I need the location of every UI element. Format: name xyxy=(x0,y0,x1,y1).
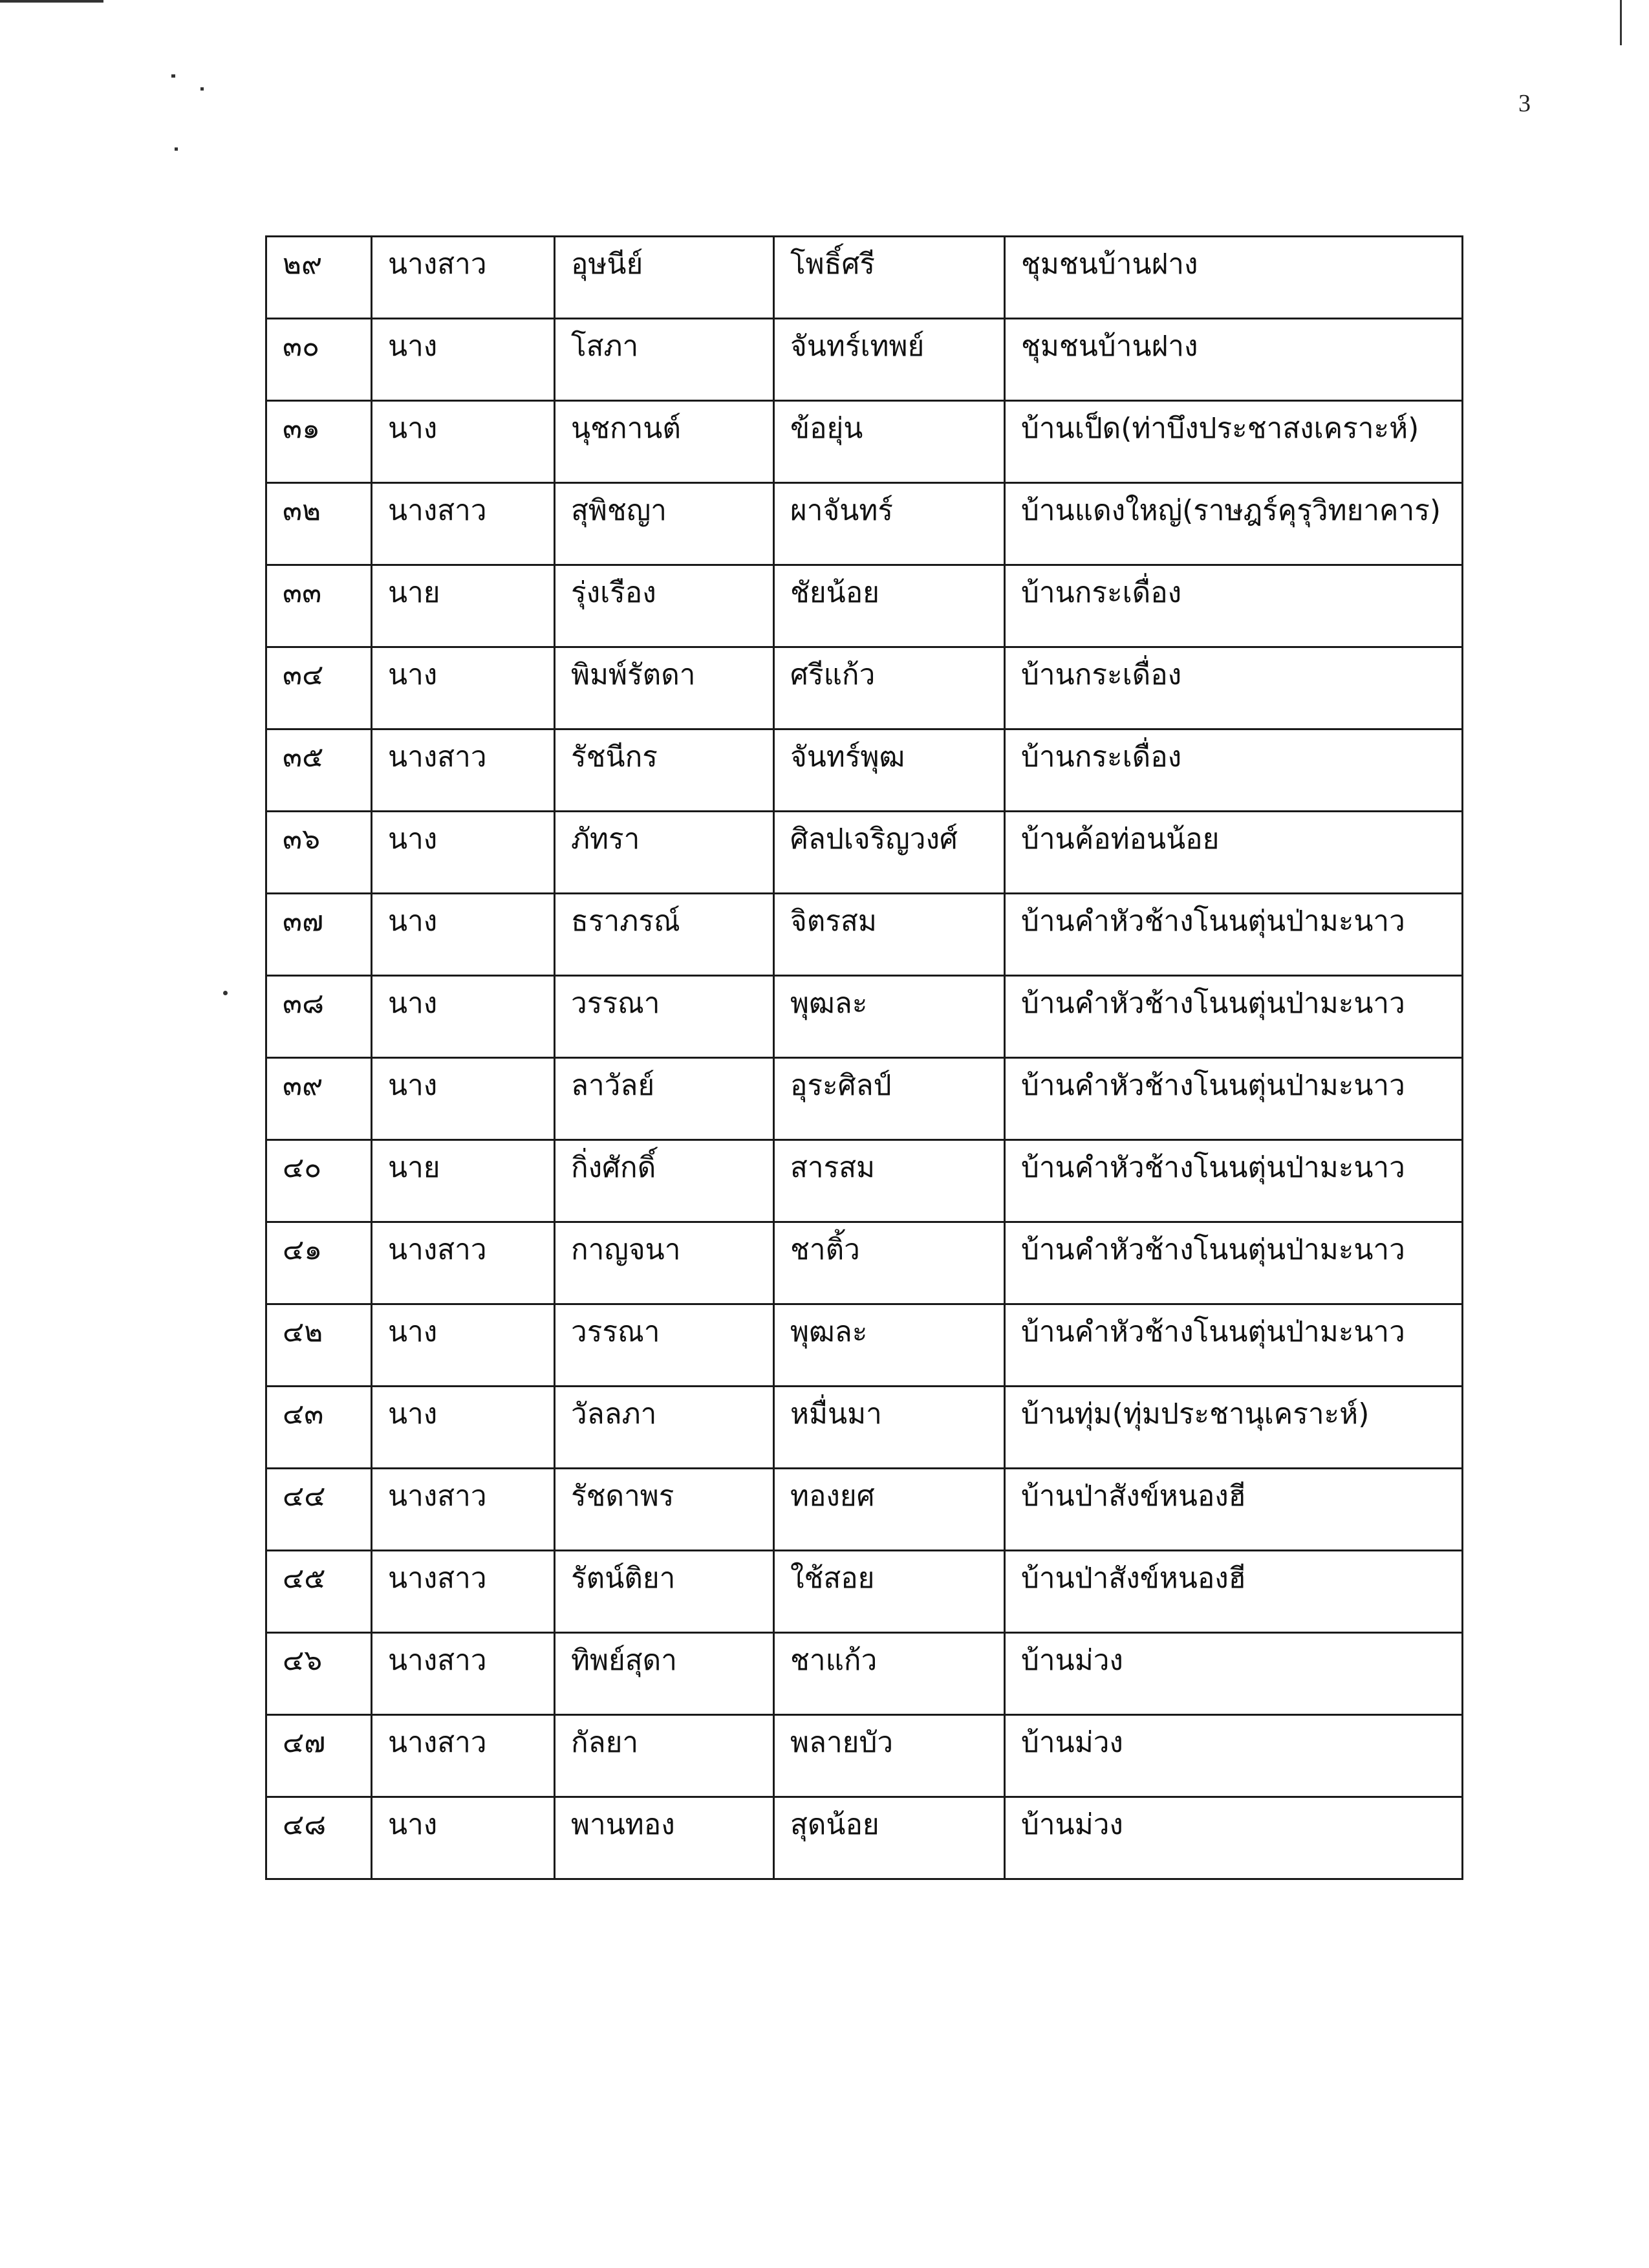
row-number-cell xyxy=(266,1058,372,1140)
name-prefix-text: นางสาว xyxy=(388,740,487,773)
name-prefix-text: นาง xyxy=(388,330,438,363)
last-name-cell xyxy=(774,1058,1005,1140)
school-text: บ้านคำหัวช้างโนนตุ่นป่ามะนาว xyxy=(1021,905,1405,938)
school-cell xyxy=(1005,1222,1463,1304)
first-name-text: ลาวัลย์ xyxy=(571,1069,655,1102)
school-cell xyxy=(1005,1797,1463,1879)
row-number-cell xyxy=(266,1304,372,1387)
row-number-text: ๓๓ xyxy=(283,576,322,609)
school-text: บ้านคำหัวช้างโนนตุ่นป่ามะนาว xyxy=(1021,1233,1405,1266)
table-row xyxy=(266,1387,1463,1469)
last-name-cell xyxy=(774,729,1005,812)
last-name-text: จันทร์พุฒ xyxy=(790,740,905,773)
first-name-cell xyxy=(555,1140,774,1222)
row-number-cell xyxy=(266,319,372,401)
school-text: บ้านคำหัวช้างโนนตุ่นป่ามะนาว xyxy=(1021,987,1405,1020)
school-text: บ้านกระเดื่อง xyxy=(1021,658,1182,691)
school-text: บ้านม่วง xyxy=(1021,1808,1123,1841)
name-prefix-cell xyxy=(372,1058,555,1140)
name-prefix-cell xyxy=(372,1633,555,1715)
name-prefix-cell xyxy=(372,1797,555,1879)
first-name-cell xyxy=(555,1715,774,1797)
first-name-text: นุชกานต์ xyxy=(571,412,681,445)
first-name-cell xyxy=(555,1304,774,1387)
table-row xyxy=(266,1469,1463,1551)
row-number-cell xyxy=(266,647,372,729)
row-number-text: ๔๕ xyxy=(283,1562,326,1595)
row-number-text: ๔๓ xyxy=(283,1398,324,1431)
school-cell xyxy=(1005,1633,1463,1715)
school-text: บ้านเป็ด(ท่าบึงประชาสงเคราะห์) xyxy=(1021,412,1419,445)
first-name-cell xyxy=(555,894,774,976)
last-name-cell xyxy=(774,894,1005,976)
school-cell xyxy=(1005,1469,1463,1551)
school-text: บ้านค้อท่อนน้อย xyxy=(1021,823,1220,856)
last-name-cell xyxy=(774,812,1005,894)
table-row xyxy=(266,1140,1463,1222)
row-number-text: ๓๐ xyxy=(283,330,319,363)
last-name-text: ใช้สอย xyxy=(790,1562,875,1595)
row-number-text: ๔๗ xyxy=(283,1726,326,1759)
last-name-cell xyxy=(774,237,1005,319)
first-name-text: พิมพ์รัตดา xyxy=(571,658,696,691)
row-number-cell xyxy=(266,1469,372,1551)
last-name-text: ชาติ้ว xyxy=(790,1233,860,1266)
row-number-text: ๔๒ xyxy=(283,1315,323,1348)
first-name-cell xyxy=(555,647,774,729)
row-number-text: ๔๖ xyxy=(283,1644,323,1677)
last-name-text: ชัยน้อย xyxy=(790,576,879,609)
school-cell xyxy=(1005,647,1463,729)
school-cell xyxy=(1005,1304,1463,1387)
row-number-cell xyxy=(266,812,372,894)
participant-table xyxy=(265,235,1463,1880)
school-cell xyxy=(1005,401,1463,483)
row-number-text: ๔๔ xyxy=(283,1480,326,1513)
name-prefix-text: นางสาว xyxy=(388,1480,487,1513)
school-cell xyxy=(1005,565,1463,647)
last-name-text: จันทร์เทพย์ xyxy=(790,330,925,363)
table-row xyxy=(266,812,1463,894)
page-number: 3 xyxy=(1518,90,1531,117)
last-name-text: สารสม xyxy=(790,1151,876,1184)
last-name-text: ข้อยุ่น xyxy=(790,412,863,445)
row-number-cell xyxy=(266,483,372,565)
row-number-text: ๓๕ xyxy=(283,740,324,773)
table-row xyxy=(266,894,1463,976)
table-row xyxy=(266,237,1463,319)
first-name-cell xyxy=(555,1797,774,1879)
first-name-cell xyxy=(555,812,774,894)
name-prefix-text: นาง xyxy=(388,905,438,938)
first-name-text: วรรณา xyxy=(571,1315,660,1348)
school-text: บ้านกระเดื่อง xyxy=(1021,740,1182,773)
row-number-cell xyxy=(266,1222,372,1304)
last-name-text: อุระศิลป์ xyxy=(790,1069,892,1102)
last-name-text: ศิลปเจริญวงศ์ xyxy=(790,823,958,856)
last-name-cell xyxy=(774,647,1005,729)
row-number-cell xyxy=(266,729,372,812)
table-row xyxy=(266,401,1463,483)
school-cell xyxy=(1005,1715,1463,1797)
row-number-text: ๒๙ xyxy=(283,248,323,281)
name-prefix-text: นาง xyxy=(388,1315,438,1348)
name-prefix-cell xyxy=(372,976,555,1058)
row-number-text: ๓๑ xyxy=(283,412,321,445)
table-row xyxy=(266,647,1463,729)
table-row xyxy=(266,483,1463,565)
school-cell xyxy=(1005,1058,1463,1140)
first-name-text: ภัทรา xyxy=(571,823,640,856)
first-name-cell xyxy=(555,1633,774,1715)
row-number-text: ๓๒ xyxy=(283,494,321,527)
first-name-text: กิ่งศักดิ์ xyxy=(571,1151,656,1184)
name-prefix-text: นางสาว xyxy=(388,1233,487,1266)
first-name-text: โสภา xyxy=(571,330,639,363)
row-number-cell xyxy=(266,237,372,319)
table-row xyxy=(266,565,1463,647)
table-row xyxy=(266,319,1463,401)
name-prefix-cell xyxy=(372,1551,555,1633)
name-prefix-cell xyxy=(372,237,555,319)
table-row xyxy=(266,1304,1463,1387)
name-prefix-text: นางสาว xyxy=(388,1644,487,1677)
row-number-text: ๔๑ xyxy=(283,1233,323,1266)
first-name-text: รัชดาพร xyxy=(571,1480,674,1513)
name-prefix-cell xyxy=(372,812,555,894)
name-prefix-text: นาง xyxy=(388,1069,438,1102)
last-name-cell xyxy=(774,976,1005,1058)
first-name-text: พานทอง xyxy=(571,1808,675,1841)
first-name-text: กัลยา xyxy=(571,1726,639,1759)
last-name-text: โพธิ์ศรี xyxy=(790,248,876,281)
school-cell xyxy=(1005,237,1463,319)
name-prefix-text: นางสาว xyxy=(388,1726,487,1759)
first-name-cell xyxy=(555,1469,774,1551)
first-name-cell xyxy=(555,237,774,319)
name-prefix-cell xyxy=(372,565,555,647)
table-row xyxy=(266,1715,1463,1797)
row-number-cell xyxy=(266,1797,372,1879)
school-cell xyxy=(1005,729,1463,812)
school-text: บ้านม่วง xyxy=(1021,1644,1123,1677)
row-number-cell xyxy=(266,1551,372,1633)
first-name-cell xyxy=(555,1387,774,1469)
first-name-text: ธราภรณ์ xyxy=(571,905,680,938)
name-prefix-text: นางสาว xyxy=(388,494,487,527)
last-name-text: สุดน้อย xyxy=(790,1808,879,1841)
scan-speck xyxy=(171,74,175,78)
scan-speck xyxy=(223,991,228,995)
name-prefix-text: นาง xyxy=(388,658,438,691)
name-prefix-cell xyxy=(372,1304,555,1387)
name-prefix-text: นาง xyxy=(388,987,438,1020)
last-name-cell xyxy=(774,1715,1005,1797)
first-name-cell xyxy=(555,319,774,401)
name-prefix-cell xyxy=(372,319,555,401)
table-row xyxy=(266,729,1463,812)
first-name-text: วรรณา xyxy=(571,987,660,1020)
table-row xyxy=(266,1222,1463,1304)
name-prefix-cell xyxy=(372,1715,555,1797)
school-cell xyxy=(1005,812,1463,894)
school-cell xyxy=(1005,319,1463,401)
name-prefix-cell xyxy=(372,1387,555,1469)
school-text: บ้านป่าสังข์หนองฮี xyxy=(1021,1562,1246,1595)
first-name-cell xyxy=(555,1222,774,1304)
name-prefix-cell xyxy=(372,1222,555,1304)
last-name-text: ศรีแก้ว xyxy=(790,658,876,691)
name-prefix-text: นางสาว xyxy=(388,1562,487,1595)
table-row xyxy=(266,976,1463,1058)
last-name-text: พุฒละ xyxy=(790,987,868,1020)
school-text: บ้านแดงใหญ่(ราษฎร์คุรุวิทยาคาร) xyxy=(1021,494,1441,527)
last-name-text: ชาแก้ว xyxy=(790,1644,878,1677)
name-prefix-cell xyxy=(372,729,555,812)
name-prefix-text: นางสาว xyxy=(388,248,487,281)
scan-speck xyxy=(200,87,204,91)
row-number-text: ๓๙ xyxy=(283,1069,323,1102)
school-text: บ้านป่าสังข์หนองฮี xyxy=(1021,1480,1246,1513)
row-number-text: ๓๘ xyxy=(283,987,325,1020)
name-prefix-cell xyxy=(372,1140,555,1222)
row-number-cell xyxy=(266,1715,372,1797)
last-name-text: พลายบัว xyxy=(790,1726,894,1759)
last-name-text: หมื่นมา xyxy=(790,1398,882,1431)
name-prefix-cell xyxy=(372,894,555,976)
first-name-cell xyxy=(555,1551,774,1633)
last-name-cell xyxy=(774,1633,1005,1715)
scan-edge-mark xyxy=(0,0,103,3)
row-number-text: ๔๐ xyxy=(283,1151,322,1184)
row-number-cell xyxy=(266,1387,372,1469)
school-cell xyxy=(1005,976,1463,1058)
first-name-text: กาญจนา xyxy=(571,1233,681,1266)
row-number-cell xyxy=(266,894,372,976)
last-name-cell xyxy=(774,1551,1005,1633)
first-name-text: วัลลภา xyxy=(571,1398,657,1431)
table-row xyxy=(266,1633,1463,1715)
school-text: ชุมชนบ้านฝาง xyxy=(1021,248,1198,281)
scan-speck xyxy=(175,147,178,151)
name-prefix-text: นาง xyxy=(388,1808,438,1841)
last-name-text: ผาจันทร์ xyxy=(790,494,893,527)
name-prefix-cell xyxy=(372,483,555,565)
first-name-text: รัชนีกร xyxy=(571,740,658,773)
row-number-cell xyxy=(266,565,372,647)
last-name-text: พุฒละ xyxy=(790,1315,868,1348)
table-row xyxy=(266,1797,1463,1879)
name-prefix-text: นาย xyxy=(388,1151,440,1184)
name-prefix-text: นาง xyxy=(388,823,438,856)
school-text: บ้านม่วง xyxy=(1021,1726,1123,1759)
last-name-cell xyxy=(774,401,1005,483)
school-cell xyxy=(1005,894,1463,976)
school-text: บ้านคำหัวช้างโนนตุ่นป่ามะนาว xyxy=(1021,1315,1405,1348)
name-prefix-text: นาย xyxy=(388,576,440,609)
last-name-cell xyxy=(774,1387,1005,1469)
first-name-text: รัตน์ติยา xyxy=(571,1562,676,1595)
school-text: บ้านคำหัวช้างโนนตุ่นป่ามะนาว xyxy=(1021,1069,1405,1102)
row-number-cell xyxy=(266,401,372,483)
name-prefix-text: นาง xyxy=(388,412,438,445)
name-prefix-cell xyxy=(372,1469,555,1551)
school-text: บ้านทุ่ม(ทุ่มประชานุเคราะห์) xyxy=(1021,1398,1370,1431)
name-prefix-cell xyxy=(372,401,555,483)
participant-table-body xyxy=(266,237,1463,1879)
first-name-cell xyxy=(555,729,774,812)
row-number-cell xyxy=(266,976,372,1058)
row-number-text: ๔๘ xyxy=(283,1808,327,1841)
scan-edge-mark xyxy=(1620,0,1622,45)
row-number-cell xyxy=(266,1140,372,1222)
last-name-cell xyxy=(774,565,1005,647)
first-name-text: สุพิชญา xyxy=(571,494,667,527)
last-name-cell xyxy=(774,319,1005,401)
last-name-cell xyxy=(774,483,1005,565)
row-number-text: ๓๖ xyxy=(283,823,321,856)
first-name-cell xyxy=(555,483,774,565)
last-name-text: ทองยศ xyxy=(790,1480,875,1513)
last-name-cell xyxy=(774,1469,1005,1551)
table-row xyxy=(266,1058,1463,1140)
first-name-cell xyxy=(555,1058,774,1140)
table-row xyxy=(266,1551,1463,1633)
last-name-cell xyxy=(774,1797,1005,1879)
row-number-text: ๓๔ xyxy=(283,658,324,691)
school-cell xyxy=(1005,1551,1463,1633)
school-cell xyxy=(1005,1140,1463,1222)
name-prefix-text: นาง xyxy=(388,1398,438,1431)
first-name-cell xyxy=(555,976,774,1058)
first-name-text: อุษนีย์ xyxy=(571,248,643,281)
last-name-cell xyxy=(774,1222,1005,1304)
school-text: บ้านกระเดื่อง xyxy=(1021,576,1182,609)
school-cell xyxy=(1005,483,1463,565)
last-name-cell xyxy=(774,1140,1005,1222)
school-text: บ้านคำหัวช้างโนนตุ่นป่ามะนาว xyxy=(1021,1151,1405,1184)
row-number-cell xyxy=(266,1633,372,1715)
first-name-text: ทิพย์สุดา xyxy=(571,1644,677,1677)
first-name-text: รุ่งเรือง xyxy=(571,576,656,609)
name-prefix-cell xyxy=(372,647,555,729)
last-name-cell xyxy=(774,1304,1005,1387)
row-number-text: ๓๗ xyxy=(283,905,324,938)
first-name-cell xyxy=(555,565,774,647)
school-text: ชุมชนบ้านฝาง xyxy=(1021,330,1198,363)
first-name-cell xyxy=(555,401,774,483)
last-name-text: จิตรสม xyxy=(790,905,877,938)
school-cell xyxy=(1005,1387,1463,1469)
